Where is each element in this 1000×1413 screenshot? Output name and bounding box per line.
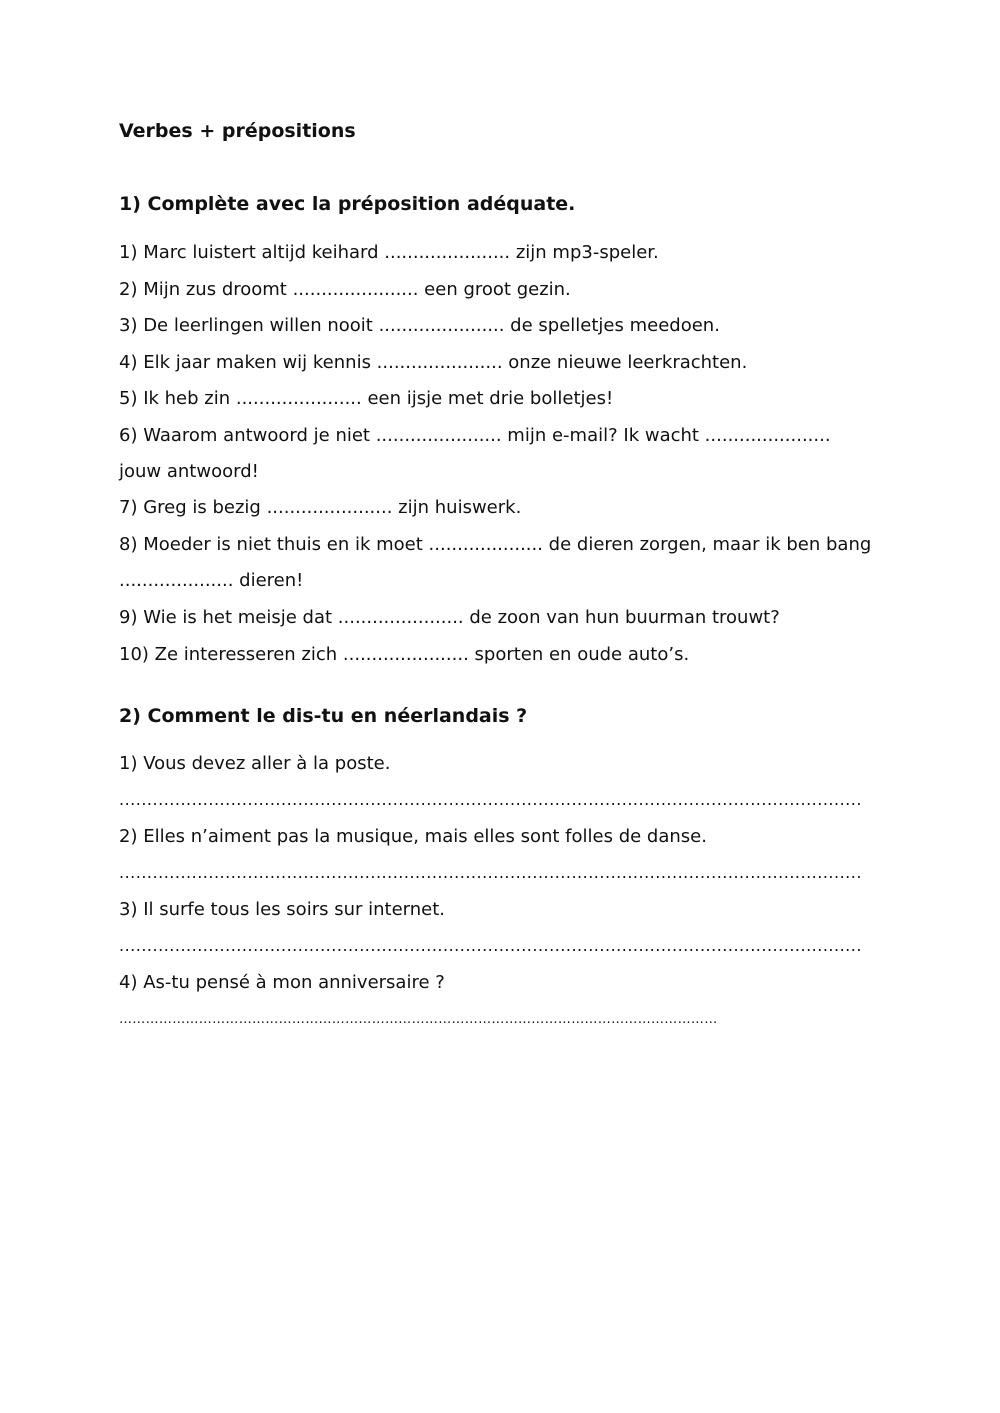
translation-4-answer-line: ……………………………………………………………………………………………………………………… xyxy=(119,1012,718,1027)
translation-2-answer-line: ..................................................................................................................................... xyxy=(119,863,862,882)
section-1-heading: 1) Complète avec la préposition adéquate. xyxy=(119,193,576,215)
translation-1-answer-line: ..................................................................................................................................... xyxy=(119,790,862,809)
translation-4-prompt: 4) As-tu pensé à mon anniversaire ? xyxy=(119,972,445,993)
translation-1-prompt: 1) Vous devez aller à la poste. xyxy=(119,753,391,774)
translation-3-answer-line: ..................................................................................................................................... xyxy=(119,936,862,955)
section-2-heading: 2) Comment le dis-tu en néerlandais ? xyxy=(119,705,528,727)
exercise-5-line: 5) Ik heb zin ...................... een ijsje met drie bolletjes! xyxy=(119,388,614,409)
exercise-7-line: 7) Greg is bezig ...................... zijn huiswerk. xyxy=(119,497,522,518)
exercise-2-line: 2) Mijn zus droomt ...................... een groot gezin. xyxy=(119,279,571,300)
translation-2-prompt: 2) Elles n’aiment pas la musique, mais elles sont folles de danse. xyxy=(119,826,707,847)
worksheet-title: Verbes + prépositions xyxy=(119,120,356,142)
translation-3-prompt: 3) Il surfe tous les soirs sur internet. xyxy=(119,899,445,920)
exercise-6-line: 6) Waarom antwoord je niet ...................... mijn e-mail? Ik wacht ...................... xyxy=(119,425,831,446)
exercise-4-line: 4) Elk jaar maken wij kennis ...................... onze nieuwe leerkrachten. xyxy=(119,352,748,373)
exercise-8-line: 8) Moeder is niet thuis en ik moet .................... de dieren zorgen, maar ik ben bang xyxy=(119,534,872,555)
exercise-3-line: 3) De leerlingen willen nooit ...................... de spelletjes meedoen. xyxy=(119,315,720,336)
exercise-1-line: 1) Marc luistert altijd keihard ...................... zijn mp3-speler. xyxy=(119,242,659,263)
exercise-9-line: 9) Wie is het meisje dat ...................... de zoon van hun buurman trouwt? xyxy=(119,607,780,628)
exercise-8-continuation: .................... dieren! xyxy=(119,570,304,591)
exercise-6-continuation: jouw antwoord! xyxy=(119,461,259,482)
exercise-10-line: 10) Ze interesseren zich ...................... sporten en oude auto’s. xyxy=(119,644,690,665)
